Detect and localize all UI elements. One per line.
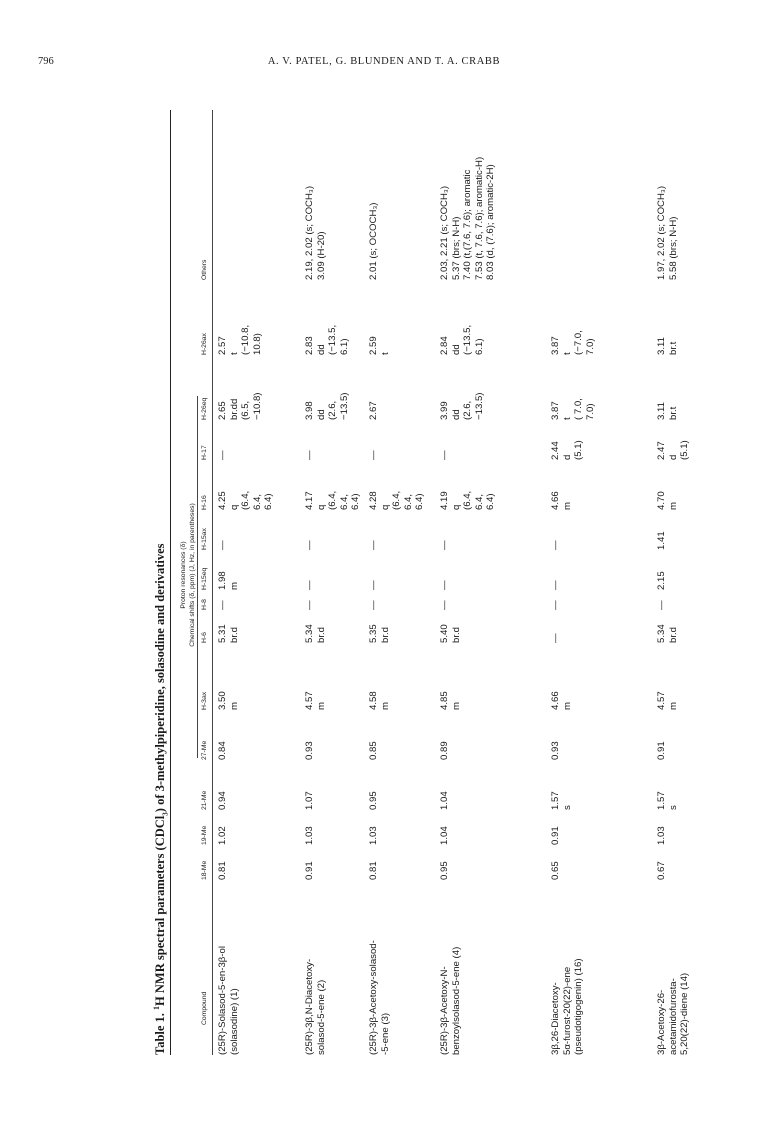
value-cell: 0.94 bbox=[217, 791, 228, 810]
value-cell: 2.83 dd (−13.5, 6.1) bbox=[304, 324, 350, 355]
value-cell: 3.87 t (−7.0, 7.0) bbox=[550, 330, 596, 355]
value-cell: 1.04 bbox=[439, 791, 450, 810]
value-cell: 4.85 m bbox=[439, 691, 462, 710]
value-cell: 4.70 m bbox=[656, 491, 679, 510]
value-cell: 2.19, 2.02 (s; COCH₃) 3.09 (H-20) bbox=[304, 185, 327, 280]
value-cell: 4.17 q (6.4, 6.4, 6.4) bbox=[304, 490, 362, 510]
column-header: H-8 bbox=[201, 599, 208, 610]
value-cell: 3.11 br.t bbox=[656, 337, 679, 355]
value-cell: — bbox=[368, 540, 379, 550]
table-caption: Table 1. $^1$H NMR spectral parameters (CDCl$_3$) of 3-methylpiperidine, solasodine and derivatives bbox=[152, 543, 170, 1055]
value-cell: 0.91 bbox=[550, 826, 561, 845]
value-cell: 3.50 m bbox=[217, 691, 240, 710]
header-rule bbox=[212, 110, 213, 1055]
value-cell: 4.19 q (6.4, 6.4, 6.4) bbox=[439, 490, 497, 510]
value-cell: 0.81 bbox=[368, 861, 379, 880]
value-cell: 2.44 d (5.1) bbox=[550, 440, 585, 460]
column-header: Others bbox=[201, 259, 208, 280]
value-cell: — bbox=[439, 580, 450, 590]
value-cell: 4.25 q (6.4, 6.4, 6.4) bbox=[217, 490, 275, 510]
value-cell: 0.89 bbox=[439, 741, 450, 760]
compound-cell: (25R)-Solasod-5-en-3β-ol (solasodine) (1) bbox=[217, 946, 240, 1055]
compound-cell: 3β,26-Diacetoxy- 5α-furost-20(22)-ene (pseudotigogenin) (16) bbox=[550, 958, 585, 1055]
page-header bbox=[38, 56, 730, 72]
value-cell: — bbox=[304, 600, 315, 610]
value-cell: 4.58 m bbox=[368, 691, 391, 710]
value-cell: — bbox=[304, 580, 315, 590]
value-cell: 1.57 s bbox=[656, 791, 679, 810]
value-cell: 1.57 s bbox=[550, 791, 573, 810]
column-header: 19-Me bbox=[201, 825, 208, 845]
value-cell: 0.84 bbox=[217, 741, 228, 760]
value-cell: 0.91 bbox=[656, 741, 667, 760]
value-cell: 5.35 br.d bbox=[368, 624, 391, 643]
value-cell: 2.01 (s; OCOCH₃) bbox=[368, 202, 379, 280]
compound-cell: (25R)-3β-Acetoxy-N- benzoylsolasod-5-ene (4) bbox=[439, 946, 462, 1055]
page-number: 796 bbox=[38, 56, 54, 67]
value-cell: 4.57 m bbox=[656, 691, 679, 710]
column-header: H-16 bbox=[201, 495, 208, 510]
value-cell: — bbox=[550, 600, 561, 610]
value-cell: 0.67 bbox=[656, 861, 667, 880]
value-cell: 2.47 d (5.1) bbox=[656, 440, 691, 460]
value-cell: 3.87 t ( 7.0, 7.0) bbox=[550, 398, 596, 420]
column-header: Compound bbox=[201, 991, 208, 1025]
value-cell: 5.31 br.d bbox=[217, 624, 240, 643]
value-cell: 2.84 dd (−13.5, 6.1) bbox=[439, 324, 485, 355]
value-cell: 0.81 bbox=[217, 861, 228, 880]
column-header: H-15ax bbox=[201, 528, 208, 550]
value-cell: — bbox=[217, 600, 228, 610]
value-cell: — bbox=[368, 450, 379, 460]
value-cell: 0.93 bbox=[304, 741, 315, 760]
value-cell: 0.95 bbox=[368, 791, 379, 810]
compound-cell: (25R)-3β-Acetoxy-solasod- -5-ene (3) bbox=[368, 940, 391, 1055]
value-cell: 5.34 br.d bbox=[656, 624, 679, 643]
value-cell: 1.98 m bbox=[217, 571, 240, 590]
value-cell: 2.15 bbox=[656, 571, 667, 590]
value-cell: 4.28 q (6.4, 6.4, 6.4) bbox=[368, 490, 426, 510]
value-cell: 4.66 m bbox=[550, 491, 573, 510]
value-cell: 1.02 bbox=[217, 826, 228, 845]
value-cell: 1.03 bbox=[368, 826, 379, 845]
value-cell: — bbox=[439, 450, 450, 460]
value-cell: 1.04 bbox=[439, 826, 450, 845]
column-group-title: Proton resonances (δ) bbox=[180, 541, 187, 609]
value-cell: — bbox=[368, 580, 379, 590]
value-cell: 2.59 t bbox=[368, 336, 391, 355]
value-cell: — bbox=[217, 450, 228, 460]
value-cell: 3.11 br.t bbox=[656, 402, 679, 420]
value-cell: — bbox=[550, 580, 561, 590]
value-cell: 4.57 m bbox=[304, 691, 327, 710]
value-cell: 2.65 br.dd (6.5, −10.8) bbox=[217, 392, 263, 420]
value-cell: 0.91 bbox=[304, 861, 315, 880]
table-1 bbox=[154, 110, 768, 1055]
value-cell: — bbox=[439, 600, 450, 610]
value-cell: 3.98 dd (2.6, −13.5) bbox=[304, 392, 350, 420]
value-cell: 4.66 m bbox=[550, 691, 573, 710]
column-group-subtitle: Chemical shifts (δ, ppm) (J, Hz, in parentheses) bbox=[189, 503, 196, 647]
value-cell: 1.41 bbox=[656, 531, 667, 550]
value-cell: 0.93 bbox=[550, 741, 561, 760]
value-cell: — bbox=[550, 633, 561, 643]
column-group-rule bbox=[197, 396, 198, 758]
column-header: H-26eq bbox=[201, 397, 208, 420]
value-cell: — bbox=[550, 540, 561, 550]
value-cell: 1.97, 2.02 (s; COCH₃) 5.58 (brs; N-H) bbox=[656, 185, 679, 280]
column-header: H-26ax bbox=[201, 333, 208, 355]
column-header: H-6 bbox=[201, 632, 208, 643]
value-cell: — bbox=[368, 600, 379, 610]
column-header: H-17 bbox=[201, 445, 208, 460]
value-cell: — bbox=[304, 540, 315, 550]
compound-cell: (25R)-3β,N-Diacetoxy- solasod-5-ene (2) bbox=[304, 958, 327, 1055]
value-cell: 2.67 bbox=[368, 401, 379, 420]
value-cell: 0.65 bbox=[550, 861, 561, 880]
value-cell: 0.85 bbox=[368, 741, 379, 760]
value-cell: 5.34 br.d bbox=[304, 624, 327, 643]
value-cell: 0.95 bbox=[439, 861, 450, 880]
value-cell: — bbox=[439, 540, 450, 550]
value-cell: 3.99 dd (2.6, −13.5) bbox=[439, 392, 485, 420]
value-cell: 2.57 t (−10.8, 10.8) bbox=[217, 324, 263, 355]
value-cell: 1.03 bbox=[656, 826, 667, 845]
column-header: 21-Me bbox=[201, 790, 208, 810]
value-cell: 1.03 bbox=[304, 826, 315, 845]
value-cell: 1.07 bbox=[304, 791, 315, 810]
value-cell: 2.03, 2.21 (s; COCH₃) 5.37 (brs; N-H) 7.40 (t,(7.6, 7.6); aromatic 7.53 (t, 7.6, 7.6); aromatic-H) 8.03 (d, (7.6); aromatic-2H) bbox=[439, 156, 497, 280]
compound-cell: 3β-Acetoxy-26- acetamidofurosta- 5,20(22)-diene (14) bbox=[656, 972, 691, 1055]
column-header: H-15eq bbox=[201, 567, 208, 590]
running-head: A. V. PATEL, G. BLUNDEN AND T. A. CRABB bbox=[267, 56, 501, 67]
column-header: H-3ax bbox=[201, 691, 208, 710]
table-top-rule bbox=[170, 110, 171, 1055]
value-cell: — bbox=[656, 600, 667, 610]
value-cell: — bbox=[217, 540, 228, 550]
value-cell: — bbox=[304, 450, 315, 460]
column-header: 18-Me bbox=[201, 860, 208, 880]
value-cell: 5.40 br.d bbox=[439, 624, 462, 643]
column-header: 27-Me bbox=[201, 740, 208, 760]
